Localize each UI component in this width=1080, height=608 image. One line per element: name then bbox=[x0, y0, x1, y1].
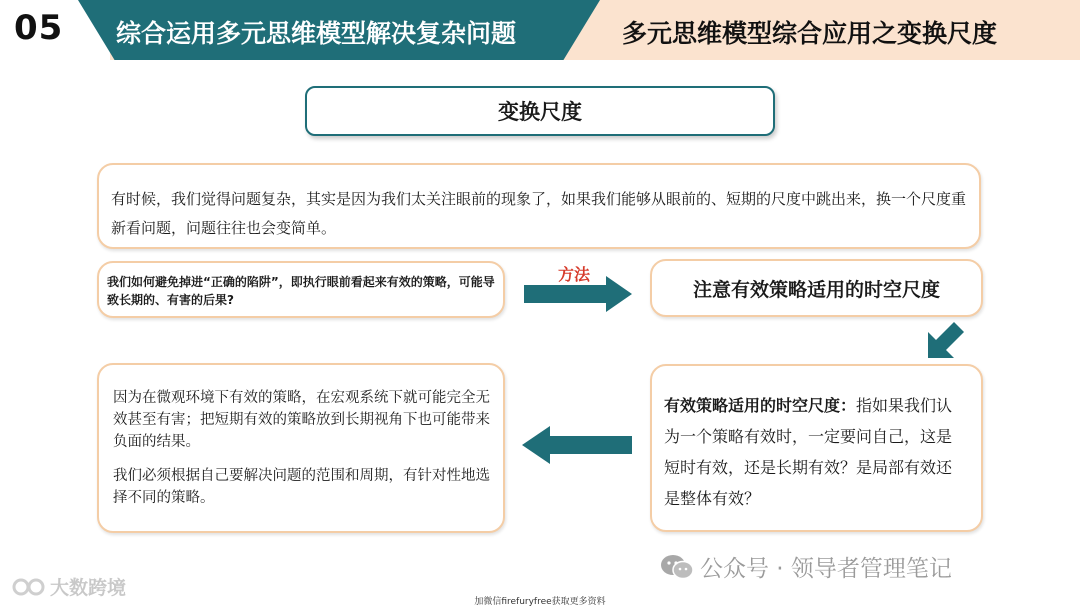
wechat-watermark bbox=[660, 550, 952, 583]
header-title: 综合运用多元思维模型解决复杂问题 bbox=[116, 19, 517, 48]
down-left-arrow-icon bbox=[926, 320, 966, 360]
wechat-watermark-text: 公众号 · 领导者管理笔记 bbox=[700, 556, 952, 582]
topic-title-box bbox=[305, 86, 775, 136]
header-band bbox=[0, 0, 1080, 60]
definition-box bbox=[650, 364, 983, 532]
intro-box bbox=[97, 163, 981, 249]
wechat-icon bbox=[660, 553, 694, 581]
question-box bbox=[97, 261, 505, 318]
brand-watermark-text: 大数跨境 bbox=[50, 577, 127, 599]
explanation-paragraph-2: 我们必须根据自己要解决问题的范围和周期，有针对性地选择不同的策略。 bbox=[113, 468, 490, 506]
definition-text: 指如果我们认为一个策略有效时，一定要问自己，这是短时有效，还是长期有效？是局部有效还是整体有效？ bbox=[664, 396, 953, 508]
right-arrow-icon bbox=[524, 276, 634, 312]
explanation-box bbox=[97, 363, 505, 533]
definition-term: 有效策略适用的时空尺度： bbox=[664, 396, 857, 415]
footer-note: 加微信firefuryfree获取更多资料 bbox=[474, 597, 606, 607]
header-subtitle: 多元思维模型综合应用之变换尺度 bbox=[622, 19, 998, 48]
focus-box bbox=[650, 259, 983, 317]
left-arrow-icon bbox=[522, 426, 632, 464]
question-text: 我们如何避免掉进“正确的陷阱”，即执行眼前看起来有效的策略，可能导致长期的、有害的后果? bbox=[107, 275, 495, 307]
intro-text: 有时候，我们觉得问题复杂，其实是因为我们太关注眼前的现象了，如果我们能够从眼前的、短期的尺度中跳出来，换一个尺度重新看问题，问题往往也会变简单。 bbox=[111, 190, 967, 237]
topic-title: 变换尺度 bbox=[498, 100, 582, 124]
explanation-paragraph-1: 因为在微观环境下有效的策略，在宏观系统下就可能完全无效甚至有害；把短期有效的策略放到长期视角下也可能带来负面的结果。 bbox=[113, 390, 490, 450]
section-number: 05 bbox=[14, 8, 64, 48]
method-label: 方法 bbox=[558, 265, 591, 284]
focus-text: 注意有效策略适用的时空尺度 bbox=[692, 278, 940, 301]
